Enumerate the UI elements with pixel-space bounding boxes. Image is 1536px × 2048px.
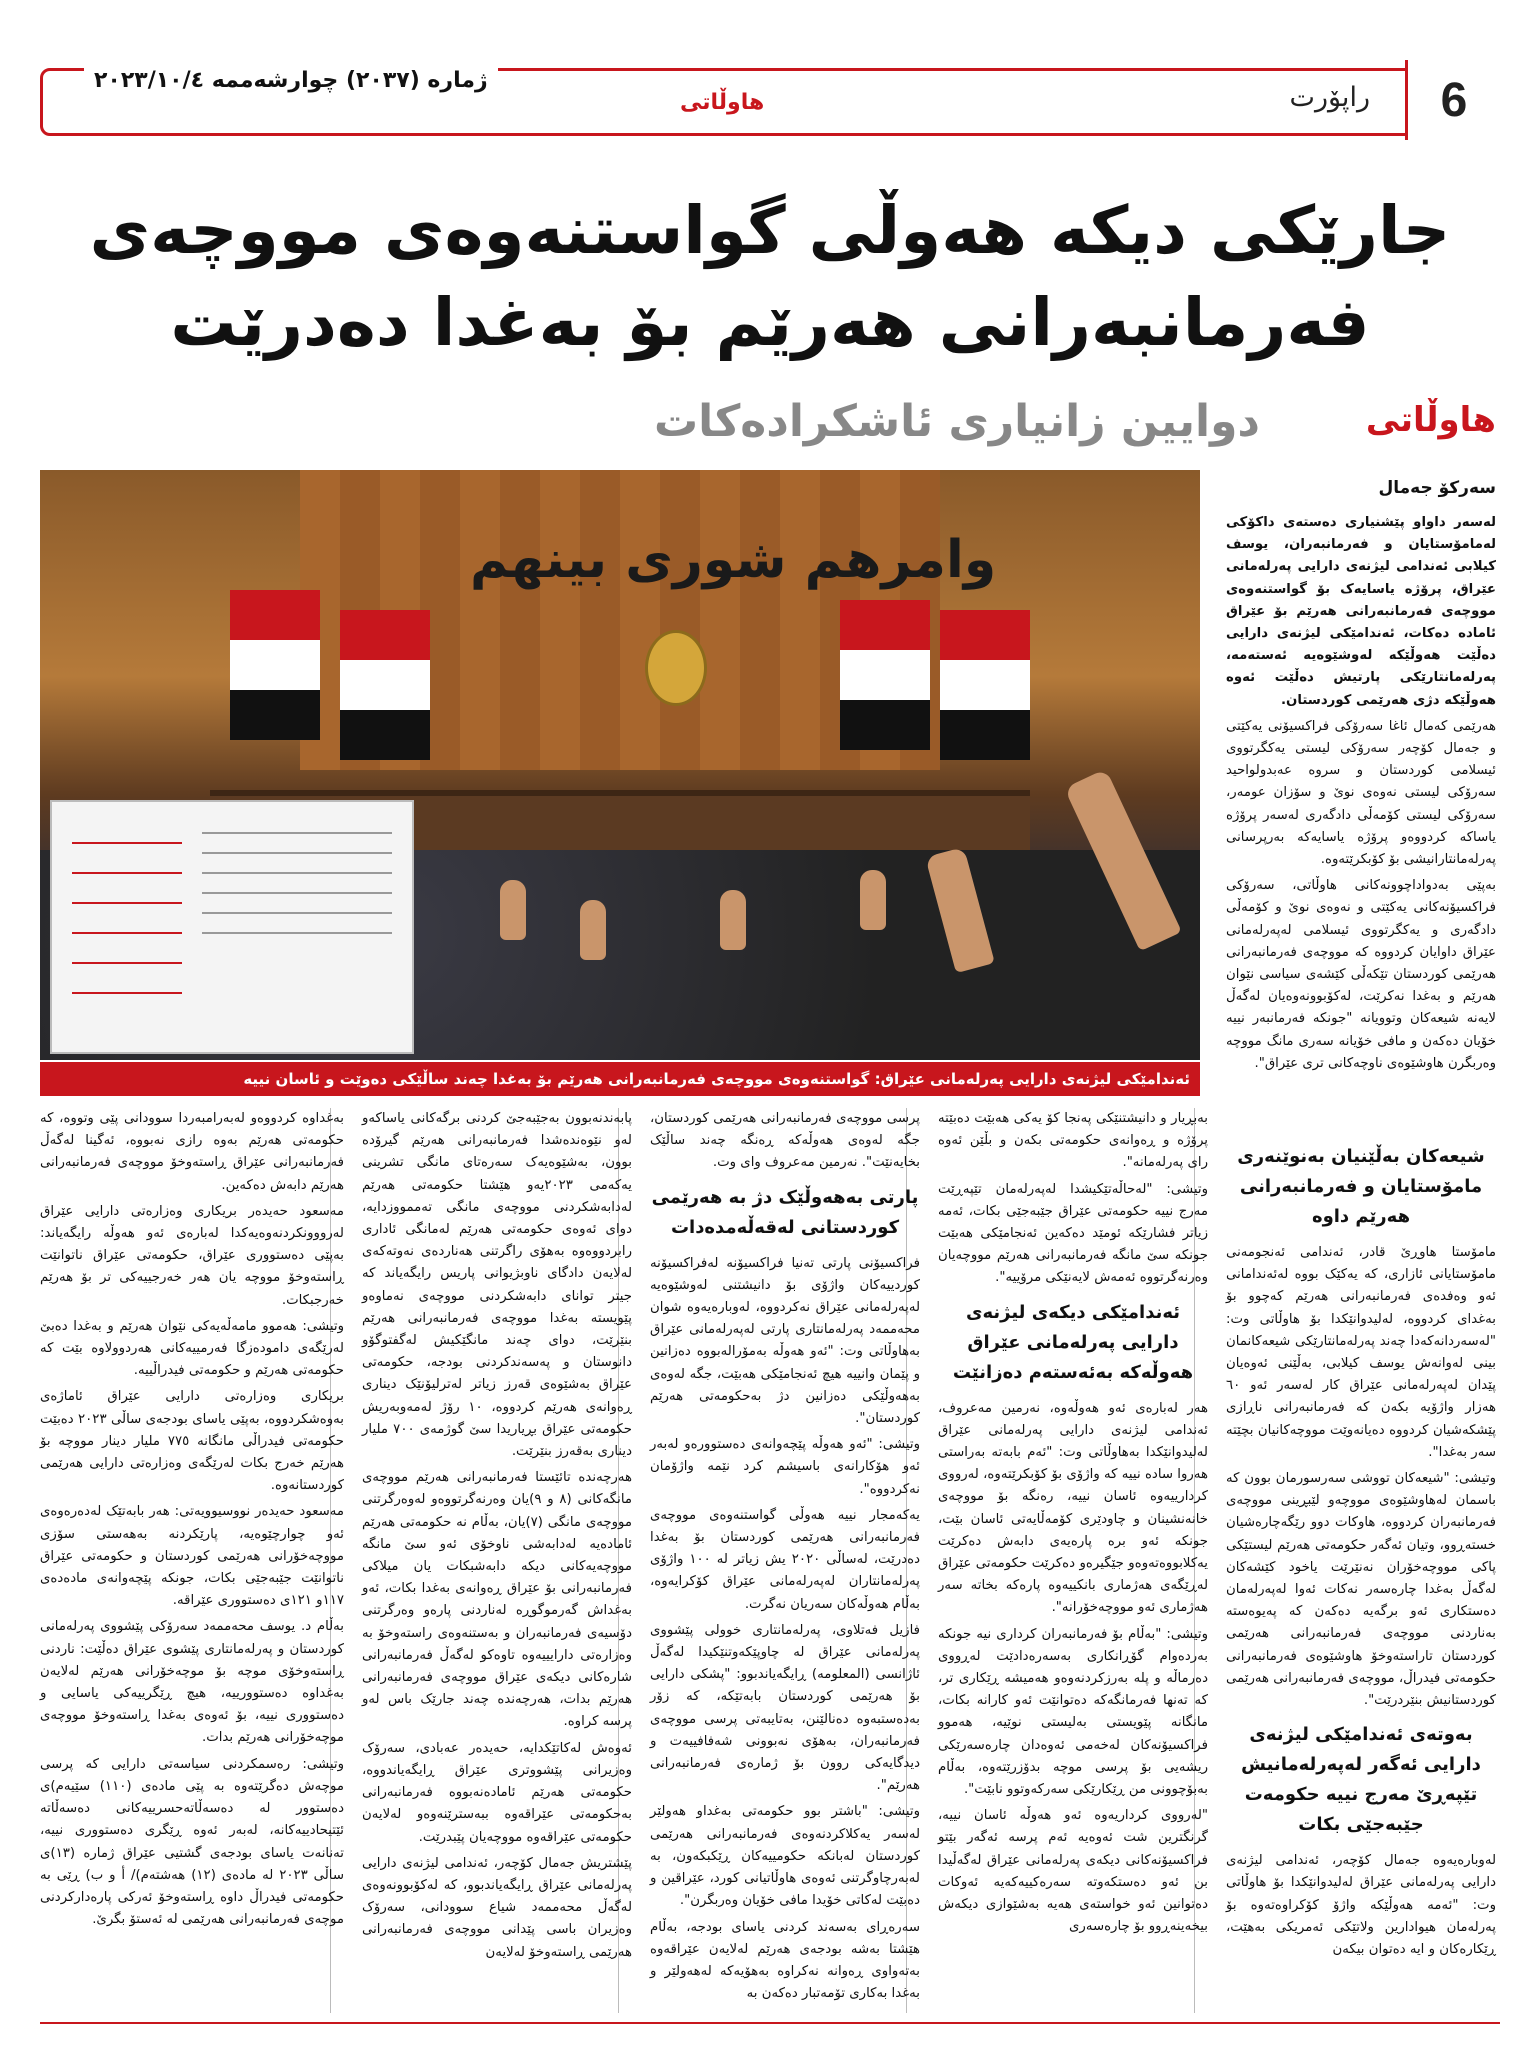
paragraph: وتیشی: "باشتر بوو حکومەتی بەغداو هەولێر لەسەر یەکلاکردنەوەی فەرمانبەرانی هەرێمی کوردستان لەبانکە حکومییەکان ڕێکبکەون، بە لەبەرچاوگرتنی ئەوەی هاوڵاتیانی کورد، عێراقین و دەبێت لەکاتی خۆیدا مافی خۆیان وەربگرن". [650,1804,920,1909]
intro-paragraph: هەرێمی کەمال ئاغا سەرۆکی فراکسیۆنی یەکێتی و جەمال کۆچەر سەرۆکی لیستی یەکگرتووی ئیسلامی کوردستان و سروە عەبدولواحید سەرۆکی لیستی نەوەی نوێ و سۆزان عومەر، سەرۆکی لیستی کۆمەڵی دادگەری لەسەر پرۆژە یاساکە کردووەو پرۆژە یاسایەکە بەرپرسانی پەرلەمانتارانیشی بۆ کۆبکرێتەوە. [1226,718,1496,868]
iraq-flag-icon [940,610,1030,760]
page-header [40,60,1500,136]
issue-info: ژمارە (٢٠٣٧) چوارشەممە ٢٠٢٣/١٠/٤ [84,68,498,93]
photo-calligraphy: وامرهم شوری بینهم [470,530,997,590]
intro-paragraph: لەسەر داواو پێشنیاری دەستەی داکۆکی لەمامۆستایان و فەرمانبەران، یوسف کیلابی ئەندامی لیژنەی دارایی پەرلەمانی عێراق، پرۆژە یاسایەک بۆ گواستنەوەی مووچەی فەرمانبەرانی هەرێم بۆ عێراق ئامادە دەکات، ئەندامێکی لیژنەی دارایی دەڵێت هەوڵێکە لەوشێوەیە ئەستەمە، پەرلەمانتارێکی پارتیش دەڵێت ئەوە هەوڵێکە دژی هەرێمی کوردستان. [1226,515,1496,708]
paragraph: هەرچەندە تائێستا فەرمانبەرانی هەرێم مووچەی مانگەکانی (٨ و ٩)یان وەرنەگرتووەو لەوەرگرتنی مووچەی مانگی (٧)یان، بەڵام نە حکومەتی هەرێم ئامادەیە لەدابەشی ناوخۆی ئەو سێ مانگە مووچەیەکانی دیکە دابەشبکات یان میلاکی فەرمانبەرانی بۆ عێراق ڕەوانەی بەغدا بکات، ئەو بەغداش گەرموگوڕە لەناردنی پارەو وەرگرتنی دۆسیەی فەرمانبەران و بەستنەوەی راستەوخۆ بە وەزارەتی دارایییەوە تاوەکو لەگەڵ فەرمانبەرانی شارەکانی دیکەی عێراق مووچەی فەرمانبەرانی هەرێم بدات، هەرچەندە چەند جارێک باس لەو پرسە کراوە. [362,1470,632,1730]
paragraph: وتیشی: "لەحاڵەتێکیشدا لەپەرلەمان تێپەڕێت مەرج نییە حکومەتی عێراق جێبەجێی بکات، ئەمە زیاتر فشارێکە ئومێد دەکەین ئەنجامێکی هەبێت جونکە سێ مانگە فەرمانبەرانی هەرێم مووچەیان وەرنەگرتووە ئەمەش لایەنێکی مرۆییە". [938,1181,1208,1286]
column-1 [1226,1134,1496,2014]
column-5 [40,1108,344,2018]
intro-paragraph: بەپێی بەدواداچوونەکانی هاوڵاتی، سەرۆکی فراکسیۆنەکانی یەکێتی و نەوەی نوێ و کۆمەڵی دادگەری و یەکگرتووی ئیسلامی لەپەرلەمانی عێراق داوایان کردووە کە مووچەی فەرمانبەرانی هەرێمی کوردستان تێکەڵی کێشەی سیاسی نێوان هەرێم و بەغدا نەکرێت، لەکۆبوونەوەیان لەگەڵ لایەنە شیعەکان وتوویانە "جونکە فەرمانبەر نییە خۆیان دەکەن و مافی خۆیانە سەری مانگ مووچە وەربگرن هاوشێوەی ناوچەکانی تری عێراق". [1226,878,1496,1071]
paragraph: سەرەڕای بەسەند کردنی یاسای بودجە، بەڵام هێشتا بەشە بودجەی هەرێم لەلایەن عێراقەوە بەتەواوی ڕەوانە نەکراوە بەهۆیەکە لەهەولێر و بەغدا بەکاری تۆمەتبار دەکەن بە [650,1919,920,2002]
headline-line-1: جارێکی دیکە هەوڵی گواستنەوەی مووچەی [89,192,1451,269]
paragraph: وتیشی: "بەڵام بۆ فەرمانبەران کرداری نیە جونکە بەردەوام گۆڕانکاری بەسەرەدادێت لەڕووی دەرماڵە و پلە بەرزکردنەوەو هەمیشە ڕێکاری تر، کە تەنها فەرمانگەکە دەتوانێت ئەو کارانە بکات، مانگانە پێویستی بەلیستی نوێیە، هەموو فراکسیۆنەکان لەخەمی ئەوەدان چارەسەرێکی ریشەیی بۆ پرسی موچە بدۆزرێتەوە، بەڵام بەبۆچوونی من ڕێکارێکی سەرکەوتوو نابێت". [938,1626,1208,1798]
paragraph: هەر لەبارەی ئەو هەوڵەوە، نەرمین مەعروف، ئەندامی لیژنەی دارایی پەرلەمانی عێراق لەلیدوانێکدا بەهاوڵاتی وت: "ئەم بابەتە بەراستی هەروا سادە نییە کە واژۆی بۆ کۆبکرێتەوە، لەرووی کردارییەوە ئاسان نییە، رەنگە بۆ مووچەی خانەنشینان و چاودێری کۆمەڵایەتی ئاسان بێت، جونکە ئەو برە پارەیەی دابەش دەکرێت یەکلابووەتەوەو جێگیرەو دەکرێت حکومەتی عێراق لەڕێگەی هەژماری بانکییەوە پارەکە بخاتە سەر هەژماری ئەو مووچەخۆرانە". [938,1400,1208,1616]
section-name: راپۆرت [1289,82,1370,113]
subheadline-text: دوایین زانیاری ئاشکرادەکات [653,396,1260,447]
paragraph: یەکەمجار نییە هەوڵی گواستنەوەی مووچەی فەرمانبەرانی هەرێمی کوردستان بۆ بەغدا دەدرێت، لەساڵی ٢٠٢٠ یش زیاتر لە ١٠٠ واژۆی پەرلەمانتاران لەپەرلەمانی عێراق کۆکرایەوە، بەڵام هەوڵەکان سەریان نەگرت. [650,1507,921,1612]
parliament-photo [40,470,1200,1060]
paragraph: مەسعود حەیدەر بریکاری وەزارەتی دارایی عێراق لەرووونکردنەوەیەکدا لەبارەی ئەو هەوڵە رایگەیاند: بەپێی دەستووری عێراق، حکومەتی عێراق ناتوانێت ڕاستەوخۆ مووچە یان هەر خەرجییەکی تر بۆ هەرێم خەرجبکات. [40,1203,344,1308]
paragraph: بریکاری وەزارەتی دارایی عێراق ئاماژەی بەوەشکردووە، بەپێی یاسای بودجەی ساڵی ٢٠٢٣ دەبێت حکومەتی فیدراڵی مانگانە ٧٧٥ ملیار دینار مووچە بۆ هەرێم خەرج بکات لەرێگەی وەزارەتی دارایی هەرێمی کوردستانەوە. [40,1389,344,1494]
paragraph: پابەندنەبوون بەجێبەجێ کردنی برگەکانی یاساکەو لەو نێوەندەشدا فەرمانبەرانی هەرێم گیرۆدە بوون، بەشێوەیەک سەرەتای مانگی تشرینی یەکەمی ٢٠٢٣یەو هێشتا حکومەتی هەرێم لەدابەشکردنی مووچەی مانگی تەممووزدایە، دوای ئەوەی حکومەتی هەرێم لەمانگی ئاداری رابردووەوە بەهۆی راگرتنی هەناردەی نەوتەکەی لەلایەن دادگای ناوبژیوانی پاریس رایگەیاند کە جیتر توانای دابەشکردنی مووچەی نەماوەو پێویستە بەغدا مووچەی فەرمانبەرانی هەرێم بنێرێت، دوای چەند مانگێکیش لەگفتوگۆو دانوستان و پەسەندکردنی بودجە، حکومەتی عێراق بەشێوەی قەرز زیاتر لەترلیۆنێک دیناری ڕەوانەی هەرێم کردووە، ١٠ رۆژ لەمەوبەریش حکومەتی عێراق بڕیاریدا سێ گوژمەی ٧٠٠ ملیار دیناری بەقەرز بنێرێت. [362,1111,632,1460]
subheadline [40,396,1500,452]
intro-column [1226,512,1496,1112]
paragraph: بەغداوە کردووەو لەبەرامبەردا سوودانی پێی وتووە، کە حکومەتی هەرێم بەوە رازی نەبووە، ئەگینا لەگەڵ فەرمانبەرانی عێراق ڕاستەوخۆ مووچەی فەرمانبەرانی هەرێم دابەش دەکەین. [40,1111,344,1193]
paragraph: پرسی مووچەی فەرمانبەرانی هەرێمی کوردستان، جگە لەوەی هەوڵەکە ڕەنگە چەند ساڵێک بخایەنێت". نەرمین مەعروف وای وت. [650,1111,920,1171]
paragraph: وتیشی: "ئەو هەوڵە پێچەوانەی دەستوورەو لەبەر ئەو هۆکارانەی باسیشم کرد نێمە واژۆمان نەکردووە". [650,1437,920,1497]
column-4 [362,1108,632,2018]
bottom-rule [40,2022,1500,2024]
raised-hand [860,870,886,930]
paragraph: پێشتریش جەمال کۆچەر، ئەندامی لیژنەی دارایی پەرلەمانی عێراق ڕایگەیاندبوو، کە لەکۆبوونەوەی لەگەڵ محەممەد شیاع سوودانی، سەرۆک وەزیران باسی پێدانی مووچەی فەرمانبەرانی هەرێمی ڕاستەوخۆ لەلایەن [362,1855,632,1960]
subheading: ئەندامێکی دیکەی لیژنەی دارایی پەرلەمانی عێراق هەوڵەکە بەئەستەم دەزانێت [952,1301,1194,1383]
raised-hand [500,880,526,940]
headline-line-2: فەرمانبەرانی هەرێم بۆ بەغدا دەدرێت [170,284,1370,361]
headline [40,185,1500,369]
raised-hand [580,900,606,960]
newspaper-logo: هاوڵاتی [680,90,765,115]
paragraph: ئەوەش لەکاتێکدایە، حەیدەر عەبادی، سەرۆک وەزیرانی پێشووتری عێراق ڕایگەیاندووە، حکومەتی هەرێم ئامادەنەبووە فەرمانبەرانی بەحکومەتی عێراقەوە ببەسترێنەوەو لەلایەن حکومەتی عێراقەوە مووچەیان پێبدرێت. [362,1740,632,1845]
signature-document [50,800,414,1054]
paragraph: "لەرووی کرداریەوە ئەو هەوڵە ئاسان نییە، گرنگترین شت ئەوەیە ئەم پرسە ئەگەر بێتو فراکسیۆنەکانی دیکەی پەرلەمانی عێراق لەگەڵیدا بن ئەو دەستکەوتە سەرەکییەکەیە ئەوکات دەتوانین ئەو خواستەی هەیە بەشێوازی دیکەش بیخەینەڕوو بۆ چارەسەری [938,1808,1208,1935]
emblem-icon [645,630,707,706]
subheading: شیعەکان بەڵێنیان بەنوێنەری مامۆستایان و فەرمانبەرانی هەرێم داوە [1237,1146,1485,1227]
iraq-flag-icon [230,590,320,740]
paragraph: مامۆستا هاوڕێ قادر، ئەندامی ئەنجومەنی مامۆستایانی ئازاری، کە یەکێک بووە لەئەندامانی ئەو وەفدەی فەرمانبەرانی هەرێم کەچوو بۆ بەغدای کردووە، لەلیدوانێکدا بۆ هاوڵاتی وت: "لەسەردانەکەدا چەند پەرلەمانتارێکی شیعەکانمان بینی لەوانەش یوسف کیلابی، بەڵێنی ئەوەیان پێدان لەپەرلەمانی عێراق کار لەسەر ئەو ٦٠ هەزار واژۆیە بکەن کە فەرمانبەرانی ناڕازی پێشکەشیان کردووە دەیانەوێت مووچەکانیان بچێتە سەر بەغدا". [1226,1245,1496,1460]
paragraph: فراکسیۆنی پارتی تەنیا فراکسیۆنە لەفراکسیۆنە کوردییەکان واژۆی بۆ دانیشتنی لەوشێوەیە لەپەرلەمانی عێراق نەکردووە، لەوبارەیەوە شوان محەممەد پەرلەمانتاری پارتی لەپەرلەمانی عێراق بەهاوڵاتی وت: "ئەو هەوڵە بەمۆرالەبووە دەزانین و پێمان وانییە هیچ ئەنجامێکی هەبێت، جگە لەوەی بەهەوڵێکی دەزانین دژ بەحکومەتی هەرێم کوردستان". [650,1255,920,1427]
paragraph: بەڵام د. یوسف محەممەد سەرۆکی پێشووی پەرلەمانی کوردستان و پەرلەمانتاری پێشوی عێراق دەڵێت: ناردنی ڕاستەوخۆی موچە بۆ موچەخۆرانی هەرێم لەلایەن بەغداوە دەستوورییە، هیچ ڕێگرییەکی یاسایی و دەستووری نییە، بۆ ئەوەی بەغدا ڕاستەوخۆ مووچەی موچەخۆرانی هەرێم بدات. [40,1619,344,1746]
page-number: 6 [1405,60,1500,140]
paragraph: وتیشی: "شیعەکان تووشی سەرسورمان بوون کە باسمان لەهاوشێوەی مووچەو لێبڕینی مووچەی فەرمانبەران کردووە، هاوکات دوو رێگەچارەشیان خستەڕوو، وتیان ئەگەر حکومەتی هەرێم لیستێکی پاکی مووچەخۆران نەنێرێت یاخود کێشەکان لەگەڵ بەغدا چارەسەر نەکات ئەوا لەپەرلەمان دەستکاری ئەو برگەیە دەکەن کە پەیوەستە بەناردنی مووچەی فەرمانبەرانی هەرێمی کوردستان تاراستەوخۆ هاوشێوەی فەرمانبەرانی حکومەتی فیدراڵ، مووچەی فەرمانبەرانی هەرێمی کوردستانیش بنێردرێت". [1226,1471,1496,1709]
raised-hand [720,890,746,950]
iraq-flag-icon [340,610,430,760]
column-3 [650,1108,920,2018]
subheading: بەوتەی ئەندامێکی لیژنەی دارایی ئەگەر لەپەرلەمانیش تێپەڕێ مەرج نییە حکومەت جێبەجێی بکات [1241,1724,1481,1836]
paragraph: وتیشی: رەسمکردنی سیاسەتی دارایی کە پرسی موچەش دەگرێتەوە بە پێی مادەی (١١٠) سێیەم)ی دەستوور لە دەسەڵاتەحسرییەکانی دەسەڵاتە ئێتیحادییەکانە، لەبەر ئەوە ڕێگری دەستووری نییە، تەنانەت یاسای بودجەی گشتیی عێراق ژمارە (١٣)ی ساڵی ٢٠٢٣ لە مادەی (١٢) هەشتەم)/ أ و ب) ڕێی بە حکومەتی فیدراڵ داوە ڕاستەوخۆ ئەرکی پارەدارکردنی موچەی فەرمانبەرانی هەرێمی لە ئەستۆ بگرێ. [40,1756,344,1928]
paragraph: وتیشی: هەموو مامەڵەیەکی نێوان هەرێم و بەغدا دەبێ لەرێگەی دامودەزگا فەرمییەکانی هەردوولاوە بێت کە حکومەتی هەرێم و حکومەتی فیدراڵییە. [40,1318,344,1379]
iraq-flag-icon [840,600,930,750]
photo-caption: ئەندامێکی لیژنەی دارایی پەرلەمانی عێراق: گواستنەوەی مووچەی فەرمانبەرانی هەرێم بۆ بەغدا چەند ساڵێکی دەوێت و ئاسان نییە [40,1062,1200,1096]
paragraph: لەوبارەیەوە جەمال کۆچەر، ئەندامی لیژنەی دارایی پەرلەمانی عێراق لەلیدوانێکدا بۆ هاوڵاتی وت: "ئەمە هەوڵێکە واژۆ کۆکراوەتەوە بۆ پەرلەمان هیوادارین ولاتێکی ئەمریکی بەهێت، ڕێکارەکان و ایە دەتوان بیکەن [1226,1853,1496,1958]
paragraph: بەبڕیار و دانیشتنێکی پەنجا کۆ یەکی هەبێت دەبێتە پرۆژە و ڕەوانەی حکومەتی بکەن و بڵێن ئەوە رای پەرلەمانە". [938,1111,1208,1171]
paragraph: فازیل فەتلاوی، پەرلەمانتاری خوولی پێشووی پەرلەمانی عێراق لە چاوپێکەوتنێکیدا لەگەڵ ئاژانسی (المعلومە) ڕایگەیاندبوو: "پشکی دارایی بۆ هەرێمی کوردستان بابەتێکە، کە زۆر بەدەستبەوە دەنالێنن، بەتایبەتی پرسی مووچەی فەرمانبەران، بەهۆی نەبوونی شەفافییەت و دیدگایەکی روون بۆ ژمارەی فەرمانبەرانی هەرێم". [650,1622,920,1794]
byline: سەرکۆ جەمال [1378,478,1496,498]
subheading: پارتی بەهەوڵێک دژ بە هەرێمی کوردستانی لەقەڵەمدەدات [651,1186,919,1238]
column-2 [938,1108,1208,2018]
paragraph: مەسعود حەیدەر نووسیوویەتی: هەر بابەتێک لەدەرەوەی ئەو چوارچێوەیە، پارێکردنە بەهەستی سۆزی مووچەخۆرانی هەرێمی کوردستان و حکومەتی عێراق ناتوانێت جێبەجێی بکات، جونکە پێچەوانەی مادەدەی ١١٧و ١٢١ی دەستووری عێراقە. [40,1504,344,1609]
subheadline-brand: هاوڵاتی [1365,400,1496,440]
